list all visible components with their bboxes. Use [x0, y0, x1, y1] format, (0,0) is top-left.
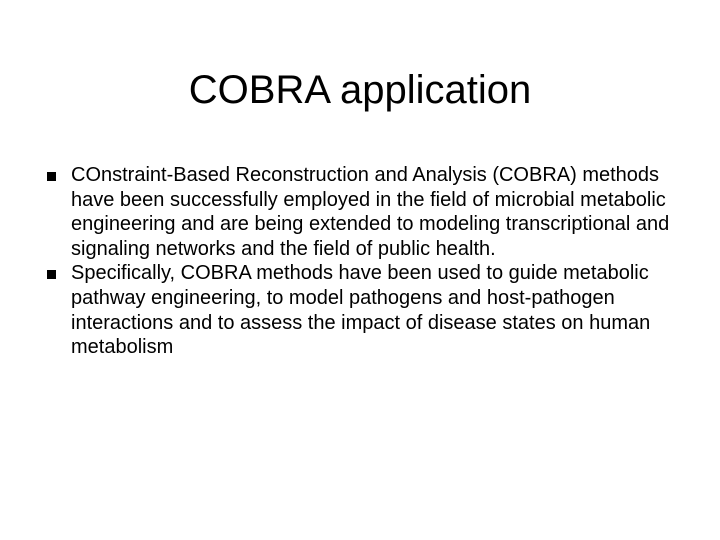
bullet-item	[47, 261, 687, 359]
square-bullet-icon	[47, 172, 56, 181]
slide-title: COBRA application	[188, 68, 532, 112]
bullet-item	[47, 163, 687, 261]
square-bullet-icon	[47, 270, 56, 279]
bullet-text: COnstraint-Based Reconstruction and Analysis (COBRA) methods have been successfully employed in the field of microbial metabolic engineering and are being extended to modeling transcriptional and signaling networks and the field of public health.	[71, 164, 670, 260]
bullet-text: Specifically, COBRA methods have been used to guide metabolic pathway engineering, to model pathogens and host-pathogen interactions and to assess the impact of disease states on human metabolism	[71, 262, 651, 359]
bullet-list	[47, 163, 687, 360]
